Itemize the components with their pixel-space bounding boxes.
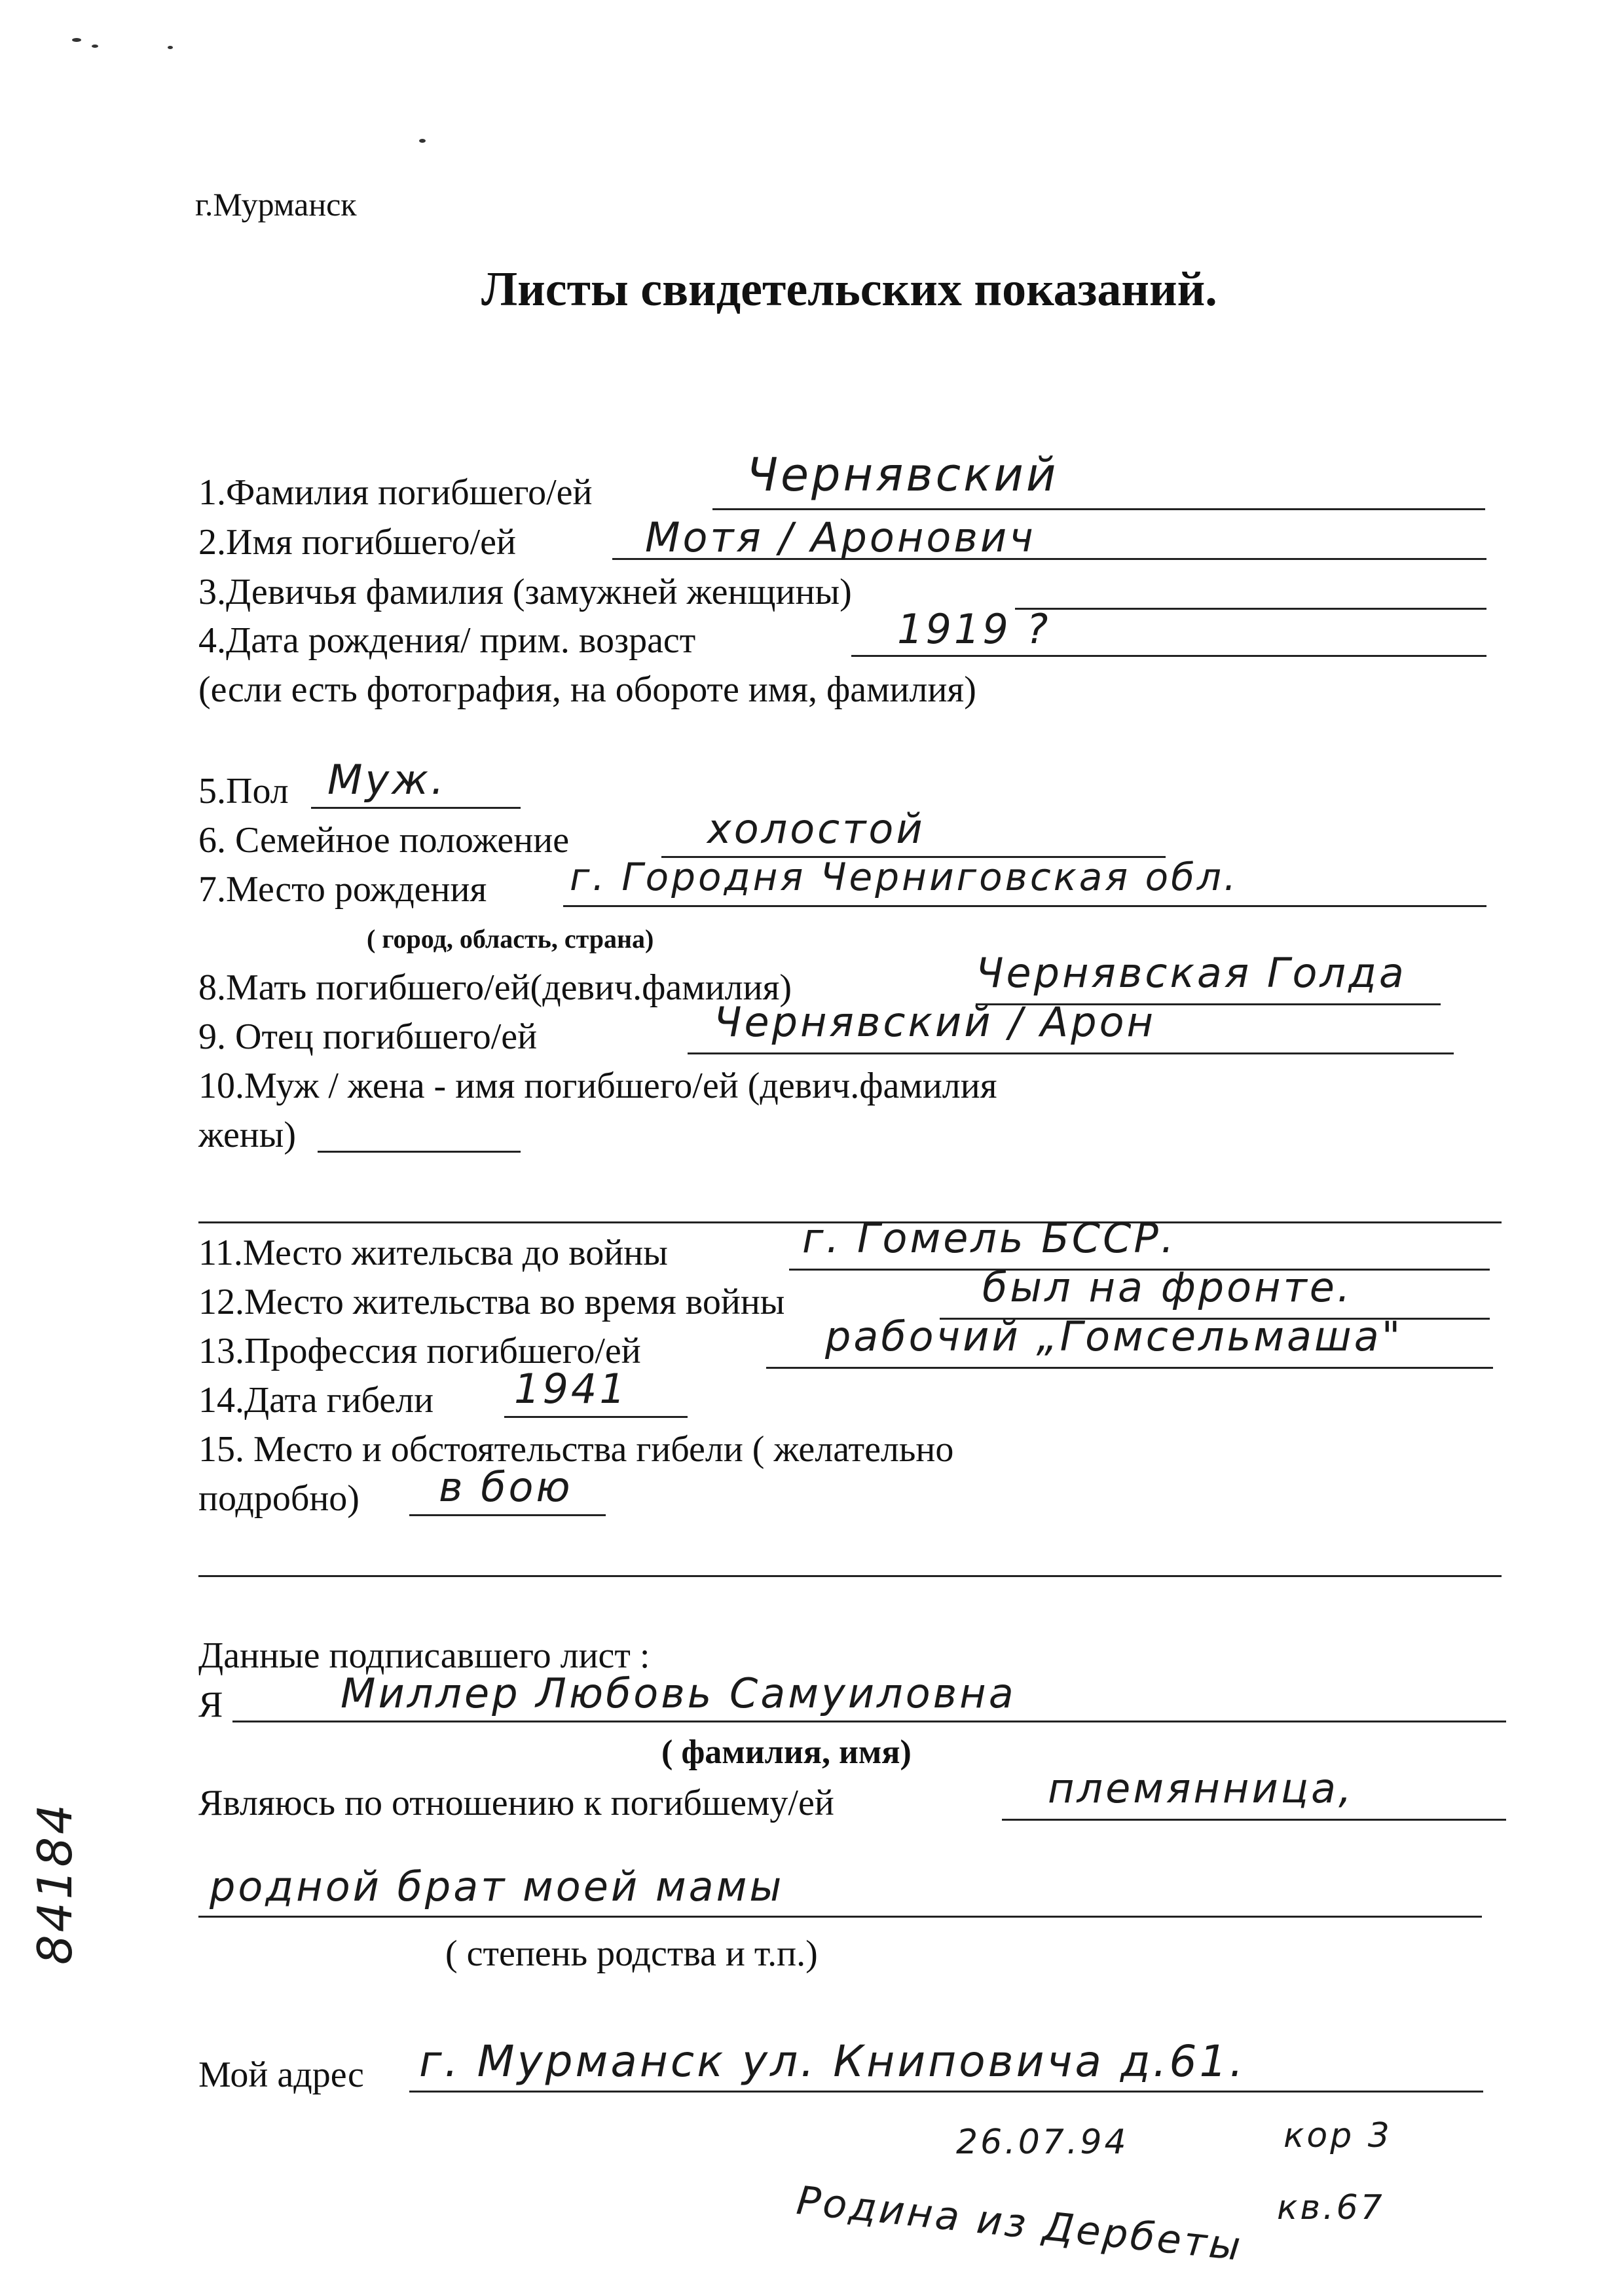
field-name-label: 2.Имя погибшего/ей: [198, 522, 516, 563]
field-surname-line: [712, 508, 1485, 510]
signer-heading: Данные подписавшего лист :: [198, 1635, 650, 1676]
field-residence-war-label: 12.Место жительства во время войны: [198, 1282, 785, 1322]
signer-relation-line-2: [198, 1916, 1482, 1918]
field-birthplace-value: г. Городня Черниговская обл.: [570, 855, 1239, 899]
field-birthdate-value: 1919 ?: [897, 605, 1051, 653]
field-birthplace-line: [563, 905, 1486, 907]
field-death-date-label: 14.Дата гибели: [198, 1380, 434, 1421]
field-death-place-label: 15. Место и обстоятельства гибели ( желательно: [198, 1429, 954, 1470]
scan-speck: [419, 139, 426, 143]
field-mother-value: Чернявская Голда: [976, 949, 1407, 997]
field-father-line: [688, 1052, 1454, 1054]
field-mother-label: 8.Мать погибшего/ей(девич.фамилия): [198, 967, 792, 1008]
field-marital-value: холостой: [707, 805, 925, 853]
field-profession-line: [766, 1367, 1493, 1369]
field-father-label: 9. Отец погибшего/ей: [198, 1016, 538, 1057]
field-residence-before-label: 11.Место жительсва до войны: [198, 1233, 668, 1273]
field-marital-label: 6. Семейное положение: [198, 820, 570, 861]
field-birthplace-label: 7.Место рождения: [198, 869, 487, 910]
field-spouse-label: 10.Муж / жена - имя погибшего/ей (девич.фамилия: [198, 1066, 997, 1106]
blank-line: [198, 1575, 1502, 1577]
field-photo-note: (если есть фотография, на обороте имя, фамилия): [198, 669, 976, 710]
signer-name-hint: ( фамилия, имя): [661, 1734, 912, 1771]
field-residence-war-value: был на фронте.: [982, 1263, 1353, 1311]
field-death-detail-line: [409, 1514, 606, 1516]
scan-speck: [92, 45, 98, 48]
field-name-value: Мотя / Аронович: [645, 513, 1036, 561]
field-profession-value: рабочий „Гомсельмаша": [825, 1312, 1403, 1360]
signer-address-line: [409, 2091, 1483, 2093]
signer-name-line: [232, 1721, 1506, 1722]
field-maiden-label: 3.Девичья фамилия (замужней женщины): [198, 572, 852, 612]
field-death-detail-label: подробно): [198, 1478, 360, 1519]
field-maiden-line: [1015, 608, 1486, 610]
field-death-date-line: [504, 1416, 688, 1418]
field-birthdate-line: [851, 655, 1486, 657]
signer-address-label: Мой адрес: [198, 2055, 364, 2095]
signer-building: кор 3: [1283, 2116, 1392, 2155]
signer-i-label: Я: [198, 1684, 223, 1725]
signer-address-value: г. Мурманск ул. Книповича д.61.: [419, 2036, 1246, 2087]
field-profession-label: 13.Профессия погибшего/ей: [198, 1331, 641, 1371]
signer-apartment: кв.67: [1277, 2188, 1385, 2227]
page-title: Листы свидетельских показаний.: [481, 263, 1217, 316]
signer-relation-hint: ( степень родства и т.п.): [445, 1933, 818, 1974]
field-sex-value: Муж.: [327, 756, 447, 804]
margin-archive-number: 84184: [28, 1801, 83, 1965]
field-death-date-value: 1941: [514, 1365, 628, 1413]
field-father-value: Чернявский / Арон: [714, 998, 1156, 1046]
signer-relation-value-2: родной брат моей мамы: [210, 1863, 784, 1910]
field-spouse-label-2: жены): [198, 1115, 297, 1155]
field-birthplace-hint: ( город, область, страна): [367, 924, 654, 954]
field-sex-line: [311, 807, 521, 809]
scan-speck: [72, 38, 81, 42]
field-birthdate-label: 4.Дата рождения/ прим. возраст: [198, 620, 696, 661]
signer-relation-value-1: племянница,: [1048, 1764, 1354, 1812]
signer-name-value: Миллер Любовь Самуиловна: [341, 1669, 1016, 1717]
field-spouse-line: [318, 1151, 521, 1153]
signer-relation-line: [1002, 1819, 1506, 1821]
field-residence-before-value: г. Гомель БССР.: [802, 1214, 1177, 1262]
field-death-detail-value: в бою: [439, 1463, 573, 1511]
field-surname-value: Чернявский: [747, 448, 1059, 502]
field-surname-label: 1.Фамилия погибшего/ей: [198, 472, 593, 513]
signer-date: 26.07.94: [956, 2123, 1129, 2162]
signer-signature: Родина из Дербеты: [794, 2178, 1246, 2270]
scan-speck: [168, 46, 173, 49]
city-heading: г.Мурманск: [195, 186, 357, 223]
field-sex-label: 5.Пол: [198, 771, 289, 811]
signer-relation-label: Являюсь по отношению к погибшему/ей: [198, 1783, 834, 1823]
